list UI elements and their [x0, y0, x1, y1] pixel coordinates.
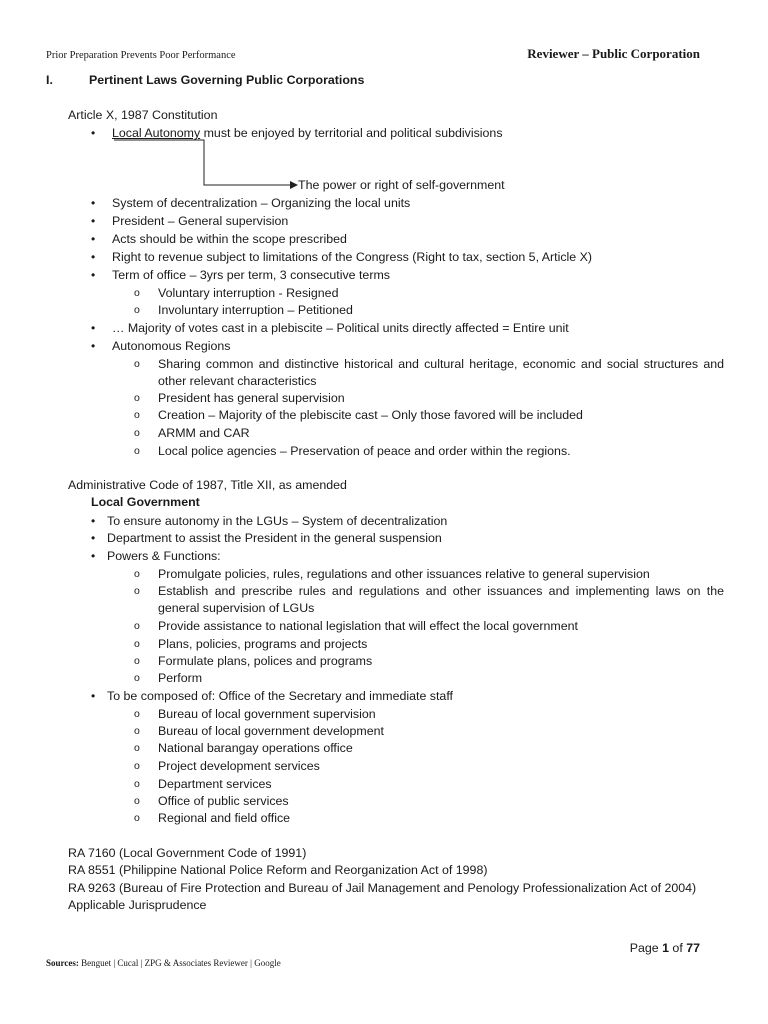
- list-item: … Majority of votes cast in a plebiscite – Political units directly affected = Entire unit: [112, 321, 569, 335]
- bullet-glyph: •: [91, 196, 96, 210]
- sources-text: Benguet | Cucal | ZPG & Associates Reviewer | Google: [81, 958, 281, 968]
- sub-list-item: Bureau of local government development: [158, 724, 384, 738]
- sub-bullet-glyph: o: [134, 585, 140, 597]
- list-item: To be composed of: Office of the Secretary and immediate staff: [107, 689, 453, 703]
- sub-list-item: President has general supervision: [158, 391, 345, 405]
- sub-bullet-glyph: o: [134, 409, 140, 421]
- bullet-glyph: •: [91, 549, 96, 563]
- sub-list-item: National barangay operations office: [158, 741, 353, 755]
- sub-bullet-glyph: o: [134, 672, 140, 684]
- local-autonomy-term: Local Autonomy: [112, 126, 201, 140]
- sub-list-item: Department services: [158, 777, 272, 791]
- bullet-glyph: •: [91, 321, 96, 335]
- sub-bullet-glyph: o: [134, 358, 140, 370]
- page-label: Page: [629, 941, 663, 955]
- section-title: Pertinent Laws Governing Public Corporations: [89, 73, 365, 87]
- law-reference: RA 9263 (Bureau of Fire Protection and Bureau of Jail Management and Penology Professionalization Act of 2004): [68, 881, 697, 895]
- bullet-glyph: •: [91, 268, 96, 282]
- law-reference: Applicable Jurisprudence: [68, 898, 207, 912]
- bullet-glyph: •: [91, 126, 96, 140]
- sub-list-item: Perform: [158, 671, 203, 685]
- sub-bullet-glyph: o: [134, 304, 140, 316]
- sub-bullet-glyph: o: [134, 725, 140, 737]
- sub-bullet-glyph: o: [134, 568, 140, 580]
- sub-list-item: Establish and prescribe rules and regulations and other issuances and implementing laws on the general supervision of LGUs: [158, 584, 724, 615]
- bullet-glyph: •: [91, 339, 96, 353]
- sub-list-item: Project development services: [158, 759, 320, 773]
- bullet-glyph: •: [91, 531, 96, 545]
- local-autonomy-rest: must be enjoyed by territorial and political subdivisions: [200, 126, 503, 140]
- list-item: Powers & Functions:: [107, 549, 221, 563]
- sub-list-item: Office of public services: [158, 794, 289, 808]
- sub-bullet-glyph: o: [134, 708, 140, 720]
- sub-bullet-glyph: o: [134, 778, 140, 790]
- bullet-glyph: •: [91, 250, 96, 264]
- sub-list-item: Regional and field office: [158, 811, 291, 825]
- sub-list-item: Formulate plans, polices and programs: [158, 654, 373, 668]
- sub-bullet-glyph: o: [134, 445, 140, 457]
- sub-list-item: Bureau of local government supervision: [158, 707, 376, 721]
- list-item: Acts should be within the scope prescribed: [112, 232, 347, 246]
- sub-bullet-glyph: o: [134, 655, 140, 667]
- list-item: Department to assist the President in the general suspension: [107, 531, 442, 545]
- bullet-glyph: •: [91, 232, 96, 246]
- sub-bullet-glyph: o: [134, 638, 140, 650]
- sub-list-item: Plans, policies, programs and projects: [158, 637, 368, 651]
- header-title: Reviewer – Public Corporation: [527, 46, 700, 61]
- list-item: Autonomous Regions: [112, 339, 231, 353]
- bullet-glyph: •: [91, 214, 96, 228]
- page-of: of: [668, 941, 687, 955]
- sub-bullet-glyph: o: [134, 620, 140, 632]
- sub-bullet-glyph: o: [134, 812, 140, 824]
- list-item: President – General supervision: [112, 214, 289, 228]
- sub-bullet-glyph: o: [134, 795, 140, 807]
- sub-list-item: Sharing common and distinctive historical and cultural heritage, economic and social structures and other relevant characteristics: [158, 357, 724, 388]
- header-motto: Prior Preparation Prevents Poor Performance: [46, 50, 236, 61]
- section-number: I.: [46, 73, 53, 87]
- admin-code-subheading: Local Government: [91, 495, 200, 509]
- sub-list-item: Creation – Majority of the plebiscite cast – Only those favored will be included: [158, 408, 583, 422]
- sources-label: Sources:: [46, 958, 79, 968]
- law-reference: RA 8551 (Philippine National Police Reform and Reorganization Act of 1998): [68, 863, 488, 877]
- sub-bullet-glyph: o: [134, 742, 140, 754]
- list-item: Right to revenue subject to limitations of the Congress (Right to tax, section 5, Article X): [112, 250, 593, 264]
- sub-list-item: Voluntary interruption - Resigned: [158, 286, 339, 300]
- sub-bullet-glyph: o: [134, 760, 140, 772]
- sub-bullet-glyph: o: [134, 287, 140, 299]
- bullet-glyph: •: [91, 514, 96, 528]
- sub-list-item: ARMM and CAR: [158, 426, 250, 440]
- constitution-heading: Article X, 1987 Constitution: [68, 108, 218, 122]
- list-item: System of decentralization – Organizing the local units: [112, 196, 411, 210]
- list-item: Term of office – 3yrs per term, 3 consecutive terms: [112, 268, 390, 282]
- bullet-glyph: •: [91, 689, 96, 703]
- law-reference: RA 7160 (Local Government Code of 1991): [68, 846, 307, 860]
- arrow-note: The power or right of self-government: [298, 178, 505, 192]
- sub-list-item: Involuntary interruption – Petitioned: [158, 303, 353, 317]
- admin-code-heading: Administrative Code of 1987, Title XII, as amended: [68, 478, 347, 492]
- page-total: 77: [686, 941, 700, 955]
- sub-list-item: Provide assistance to national legislation that will effect the local government: [158, 619, 578, 633]
- sub-bullet-glyph: o: [134, 392, 140, 404]
- sub-list-item: Promulgate policies, rules, regulations and other issuances relative to general supervision: [158, 567, 650, 581]
- page-current: 1: [662, 941, 669, 955]
- list-item: To ensure autonomy in the LGUs – System of decentralization: [107, 514, 448, 528]
- sub-list-item: Local police agencies – Preservation of peace and order within the regions.: [158, 444, 571, 458]
- sub-bullet-glyph: o: [134, 427, 140, 439]
- footer-sources: [46, 958, 281, 968]
- page-number: [630, 941, 700, 955]
